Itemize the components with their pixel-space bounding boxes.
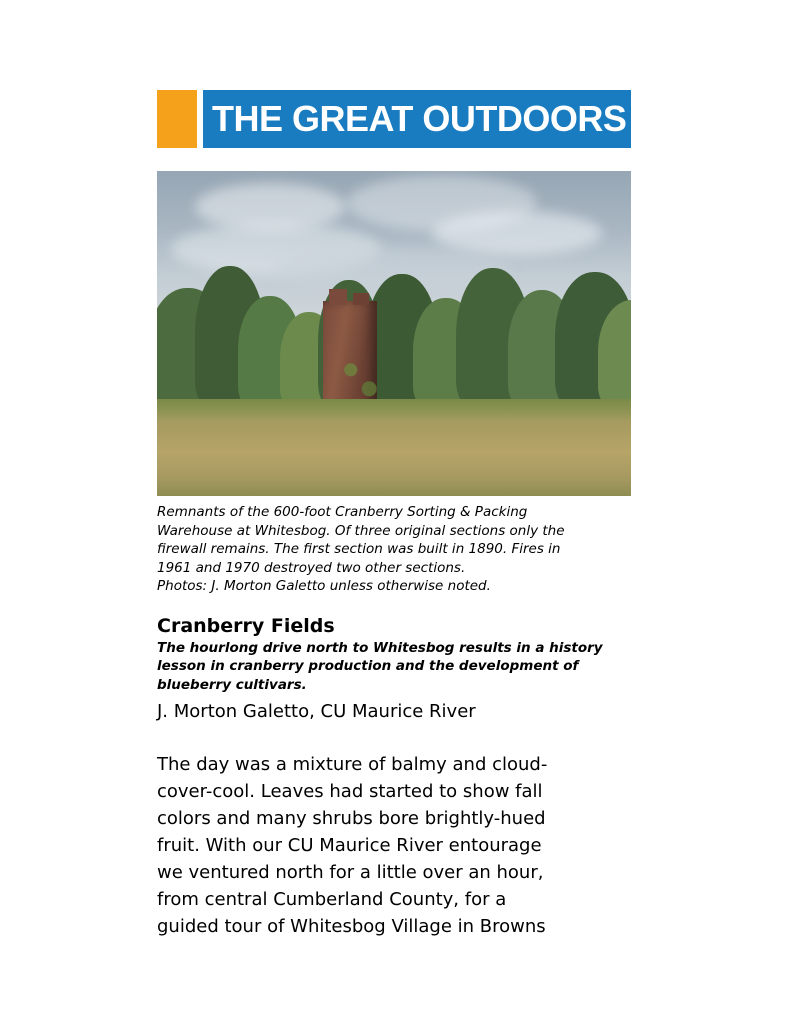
body-line: guided tour of Whitesbog Village in Browns — [157, 916, 546, 937]
article-content — [157, 90, 631, 940]
deck-line: lesson in cranberry production and the development of — [157, 658, 579, 674]
d-monogram-icon — [157, 90, 197, 148]
caption-line: firewall remains. The first section was built in 1890. Fires in — [157, 541, 561, 557]
body-line: cover-cool. Leaves had started to show fall — [157, 781, 543, 802]
article-deck — [157, 639, 631, 695]
photo-grass-field — [157, 399, 631, 497]
masthead-banner — [157, 90, 631, 148]
article-headline: Cranberry Fields — [157, 614, 335, 637]
body-line: from central Cumberland County, for a — [157, 889, 507, 910]
cloud-shape — [432, 211, 602, 255]
caption-line: Warehouse at Whitesbog. Of three original sections only the — [157, 522, 565, 539]
photo-caption — [157, 503, 631, 596]
article-photo — [157, 171, 631, 496]
caption-line: Remnants of the 600-foot Cranberry Sorting & Packing — [157, 504, 528, 520]
caption-photo-credit: Photos: J. Morton Galetto unless otherwise noted. — [157, 578, 491, 594]
body-line: fruit. With our CU Maurice River entourage — [157, 835, 542, 856]
masthead-title: THE GREAT OUTDOORS — [212, 98, 627, 139]
article-body — [157, 751, 631, 940]
deck-line: The hourlong drive north to Whitesbog results in a history — [157, 639, 603, 656]
caption-line: 1961 and 1970 destroyed two other sections. — [157, 559, 466, 576]
article-byline: J. Morton Galetto, CU Maurice River — [157, 701, 476, 722]
body-line: colors and many shrubs bore brightly-hued — [157, 808, 546, 829]
deck-line: blueberry cultivars. — [157, 676, 307, 693]
photo-treeline — [157, 278, 631, 408]
body-line: The day was a mixture of balmy and cloud- — [157, 754, 548, 775]
body-line: we ventured north for a little over an hour, — [157, 862, 544, 883]
